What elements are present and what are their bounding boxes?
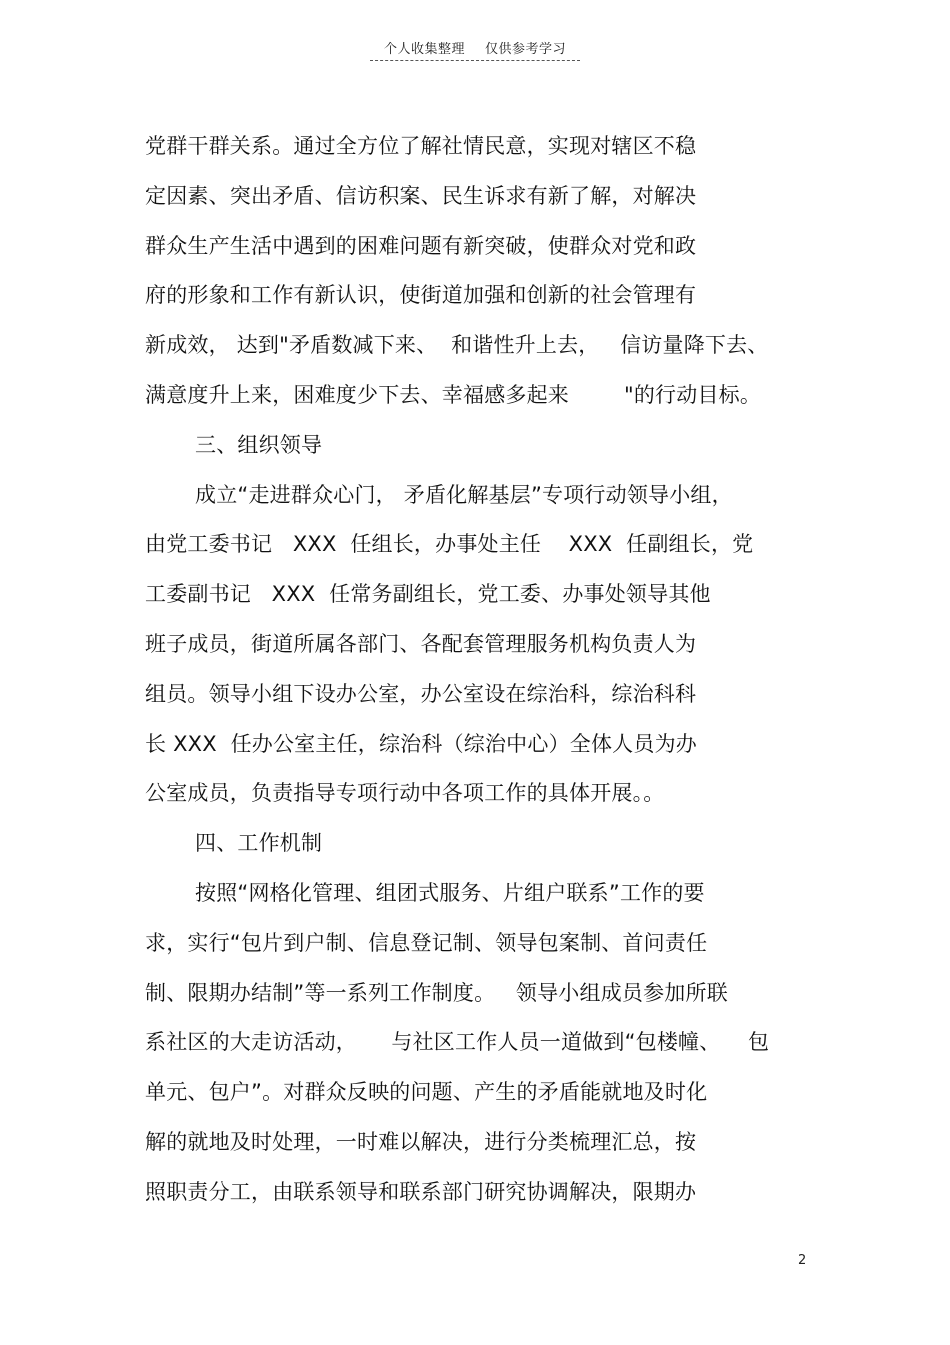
- body-line: 群众生产生活中遇到的困难问题有新突破，使群众对党和政: [145, 233, 697, 258]
- section-heading: 四、工作机制: [195, 831, 323, 856]
- body-line: 制、限期办结制”等一系列工作制度。 领导小组成员参加所联: [145, 980, 728, 1005]
- page-header: [0, 38, 950, 61]
- body-line: 成立“走进群众心门， 矛盾化解基层”专项行动领导小组，: [195, 482, 733, 507]
- body-line: 系社区的大走访活动， 与社区工作人员一道做到“包楼幢、 包: [145, 1030, 770, 1055]
- body-line: 定因素、突出矛盾、信访积案、民生诉求有新了解，对解决: [145, 183, 697, 208]
- body-line: 解的就地及时处理，一时难以解决，进行分类梳理汇总，按: [145, 1129, 697, 1154]
- section-heading: 三、组织领导: [195, 432, 323, 457]
- body-line: 求，实行“包片到户制、信息登记制、领导包案制、首问责任: [145, 930, 708, 955]
- body-line: 班子成员，街道所属各部门、各配套管理服务机构负责人为: [145, 631, 697, 656]
- body-line: 由党工委书记 XXX 任组长，办事处主任 XXX 任副组长，党: [145, 532, 754, 557]
- body-line: 按照“网格化管理、组团式服务、片组户联系”工作的要: [195, 880, 705, 905]
- page-number: 2: [798, 1253, 807, 1268]
- body-line: 照职责分工，由联系领导和联系部门研究协调解决，限期办: [145, 1179, 697, 1204]
- header-underline: [370, 38, 580, 61]
- body-line: 组员。领导小组下设办公室，办公室设在综治科，综治科科: [145, 681, 697, 706]
- header-left-text: 个人收集整理: [383, 42, 465, 57]
- body-line: 长 XXX 任办公室主任，综治科（综治中心）全体人员为办: [145, 731, 697, 756]
- body-line: 新成效， 达到"矛盾数减下来、 和谐性升上去， 信访量降下去、: [145, 333, 769, 358]
- body-line: 公室成员，负责指导专项行动中各项工作的具体开展。。: [145, 781, 665, 806]
- body-line: 满意度升上来，困难度少下去、幸福感多起来 "的行动目标。: [145, 382, 762, 407]
- body-line: 工委副书记 XXX 任常务副组长，党工委、办事处领导其他: [145, 582, 711, 607]
- document-body: [145, 122, 825, 1218]
- header-right-text: 仅供参考学习: [485, 42, 567, 57]
- body-line: 府的形象和工作有新认识，使街道加强和创新的社会管理有: [145, 283, 697, 308]
- body-line: 单元、包户”。对群众反映的问题、产生的矛盾能就地及时化: [145, 1080, 708, 1105]
- body-line: 党群干群关系。通过全方位了解社情民意，实现对辖区不稳: [145, 134, 697, 158]
